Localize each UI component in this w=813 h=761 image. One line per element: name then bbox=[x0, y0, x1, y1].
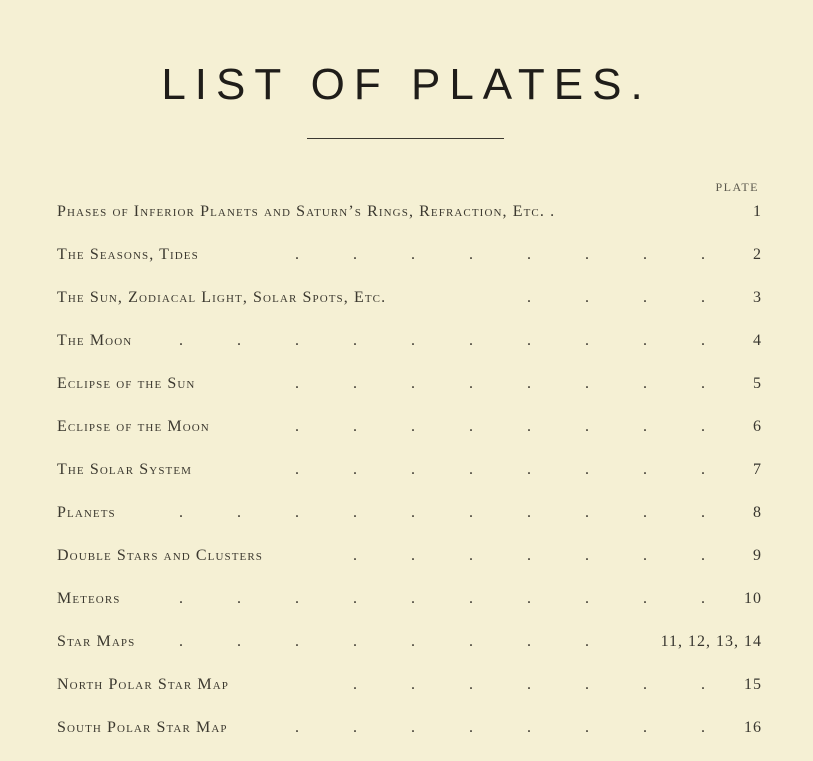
title-divider bbox=[307, 138, 504, 139]
plate-entry bbox=[57, 716, 762, 740]
plate-number: 3 bbox=[753, 289, 762, 306]
plate-entry bbox=[57, 458, 762, 482]
plate-title: The Seasons, Tides bbox=[57, 246, 199, 263]
leader-dots: . . . . . . . . bbox=[295, 418, 705, 435]
plate-entry bbox=[57, 200, 762, 224]
plate-title: Eclipse of the Sun bbox=[57, 375, 196, 392]
plate-entry bbox=[57, 372, 762, 396]
plate-column-header: PLATE bbox=[715, 180, 759, 194]
plate-entry bbox=[57, 415, 762, 439]
plate-title: Meteors bbox=[57, 590, 121, 607]
plate-number: 10 bbox=[744, 590, 762, 607]
plate-number: 15 bbox=[744, 676, 762, 693]
plate-number: 2 bbox=[753, 246, 762, 263]
plate-entry bbox=[57, 501, 762, 525]
page-title: LIST OF PLATES. bbox=[161, 60, 652, 110]
leader-dots: . . . . . . . bbox=[353, 547, 705, 564]
plate-entry bbox=[57, 286, 762, 310]
leader-dots: . . . . . . . . bbox=[295, 246, 705, 263]
plate-title: The Sun, Zodiacal Light, Solar Spots, Etc. bbox=[57, 289, 387, 306]
plate-number: 16 bbox=[744, 719, 762, 736]
plate-entry bbox=[57, 243, 762, 267]
leader-dots: . . . . . . . bbox=[353, 676, 705, 693]
plate-title: Planets bbox=[57, 504, 116, 521]
plate-number: 5 bbox=[753, 375, 762, 392]
leader-dots: . . . . bbox=[527, 289, 705, 306]
plate-entry bbox=[57, 630, 762, 654]
plate-number: 4 bbox=[753, 332, 762, 349]
plate-number: 7 bbox=[753, 461, 762, 478]
plate-entry bbox=[57, 544, 762, 568]
plate-entry bbox=[57, 329, 762, 353]
plate-title: Double Stars and Clusters bbox=[57, 547, 264, 564]
leader-dots: . . . . . . . . . . bbox=[179, 332, 705, 349]
plate-number: 11, 12, 13, 14 bbox=[660, 633, 762, 650]
plate-title: Eclipse of the Moon bbox=[57, 418, 210, 435]
plate-number: 8 bbox=[753, 504, 762, 521]
leader-dots: . . . . . . . . bbox=[295, 461, 705, 478]
plate-number: 9 bbox=[753, 547, 762, 564]
plate-title: The Solar System bbox=[57, 461, 193, 478]
leader-dots: . . . . . . . . bbox=[295, 719, 705, 736]
plate-entry bbox=[57, 673, 762, 697]
plate-title: Star Maps bbox=[57, 633, 136, 650]
plate-number: 1 bbox=[753, 203, 762, 220]
leader-dots: . . . . . . . . bbox=[295, 375, 705, 392]
leader-dots: . . . . . . . . . . bbox=[179, 590, 705, 607]
plate-number: 6 bbox=[753, 418, 762, 435]
plate-title: North Polar Star Map bbox=[57, 676, 229, 693]
plate-title: Phases of Inferior Planets and Saturn’s Rings, Refraction, Etc. . bbox=[57, 203, 556, 220]
plate-entry bbox=[57, 587, 762, 611]
leader-dots: . . . . . . . . . . bbox=[179, 504, 705, 521]
plate-title: The Moon bbox=[57, 332, 133, 349]
plate-title: South Polar Star Map bbox=[57, 719, 228, 736]
leader-dots: . . . . . . . . bbox=[179, 633, 589, 650]
